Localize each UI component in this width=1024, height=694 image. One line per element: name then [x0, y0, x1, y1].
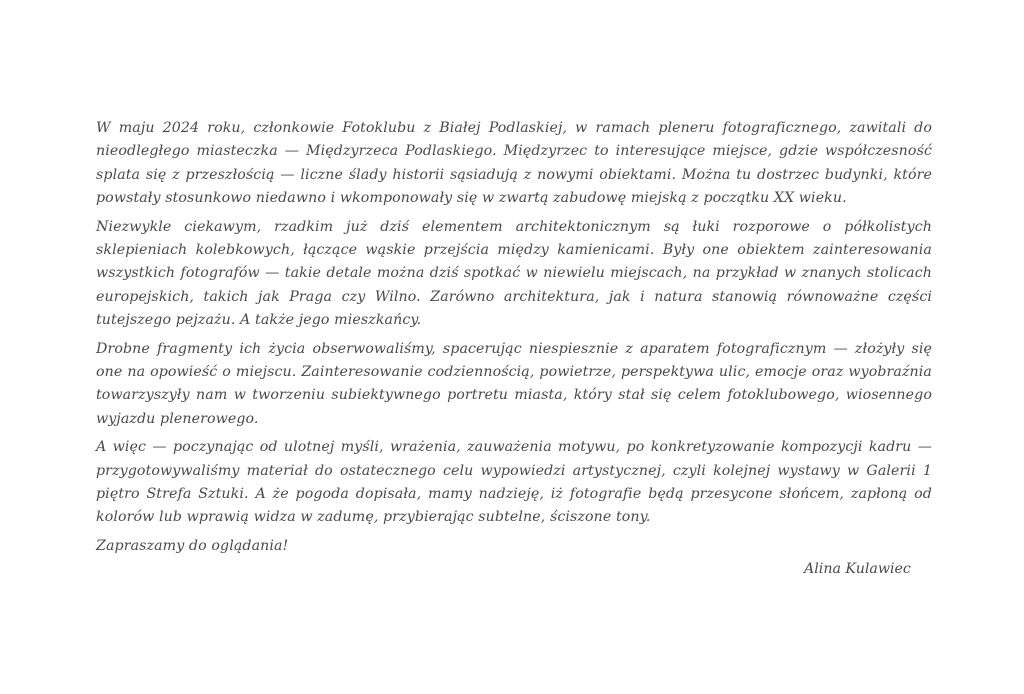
author-signature: Alina Kulawiec — [804, 561, 911, 577]
document-body — [96, 117, 932, 564]
paragraph-3: Drobne fragmenty ich życia obserwowaliśmy, spacerując niespiesznie z aparatem fotograficznym — złożyły się one na opowieść o miejscu. Zainteresowanie codziennością, powietrze, perspektywa ulic, emocje oraz wyobraźnia towarzyszyły nam w tworzeniu subiektywnego portretu miasta, który stał się celem fotoklubowego, wiosennego wyjazdu plenerowego. — [96, 340, 932, 427]
paragraph-1: W maju 2024 roku, członkowie Fotoklubu z Białej Podlaskiej, w ramach pleneru fotograficznego, zawitali do nieodległego miasteczka — Międzyrzeca Podlaskiego. Międzyrzec to interesujące miejsce, gdzie współczesność splata się z przeszłością — liczne ślady historii sąsiadują z nowymi obiektami. Można tu dostrzec budynki, które powstały stosunkowo niedawno i wkomponowały się w zwartą zabudowę miejską z początku XX wieku. — [96, 120, 932, 206]
closing-invitation: Zapraszamy do oglądania! — [96, 538, 289, 555]
paragraph-4: A więc — poczynając od ulotnej myśli, wrażenia, zauważenia motywu, po konkretyzowanie kompozycji kadru — przygotowywaliśmy materiał do ostatecznego celu wypowiedzi artystycznej, czyli kolejnej wystawy w Galerii 1 piętro Strefa Sztuki. A że pogoda dopisała, mamy nadzieję, iż fotografie będą przesycone słońcem, zapłoną od kolorów lub wprawią widza w zadumę, przybierając subtelne, ściszone tony. — [96, 439, 932, 526]
paragraph-2: Niezwykle ciekawym, rzadkim już dziś elementem architektonicznym są łuki rozporowe o półkolistych sklepieniach kolebkowych, łączące wąskie przejścia między kamienicami. Były one obiektem zainteresowania wszystkich fotografów — takie detale można dziś spotkać w niewielu miejscach, na przykład w znanych stolicach europejskich, takich jak Praga czy Wilno. Zarówno architektura, jak i natura stanowią równoważne części tutejszego pejzażu. A także jego mieszkańcy. — [96, 218, 932, 328]
